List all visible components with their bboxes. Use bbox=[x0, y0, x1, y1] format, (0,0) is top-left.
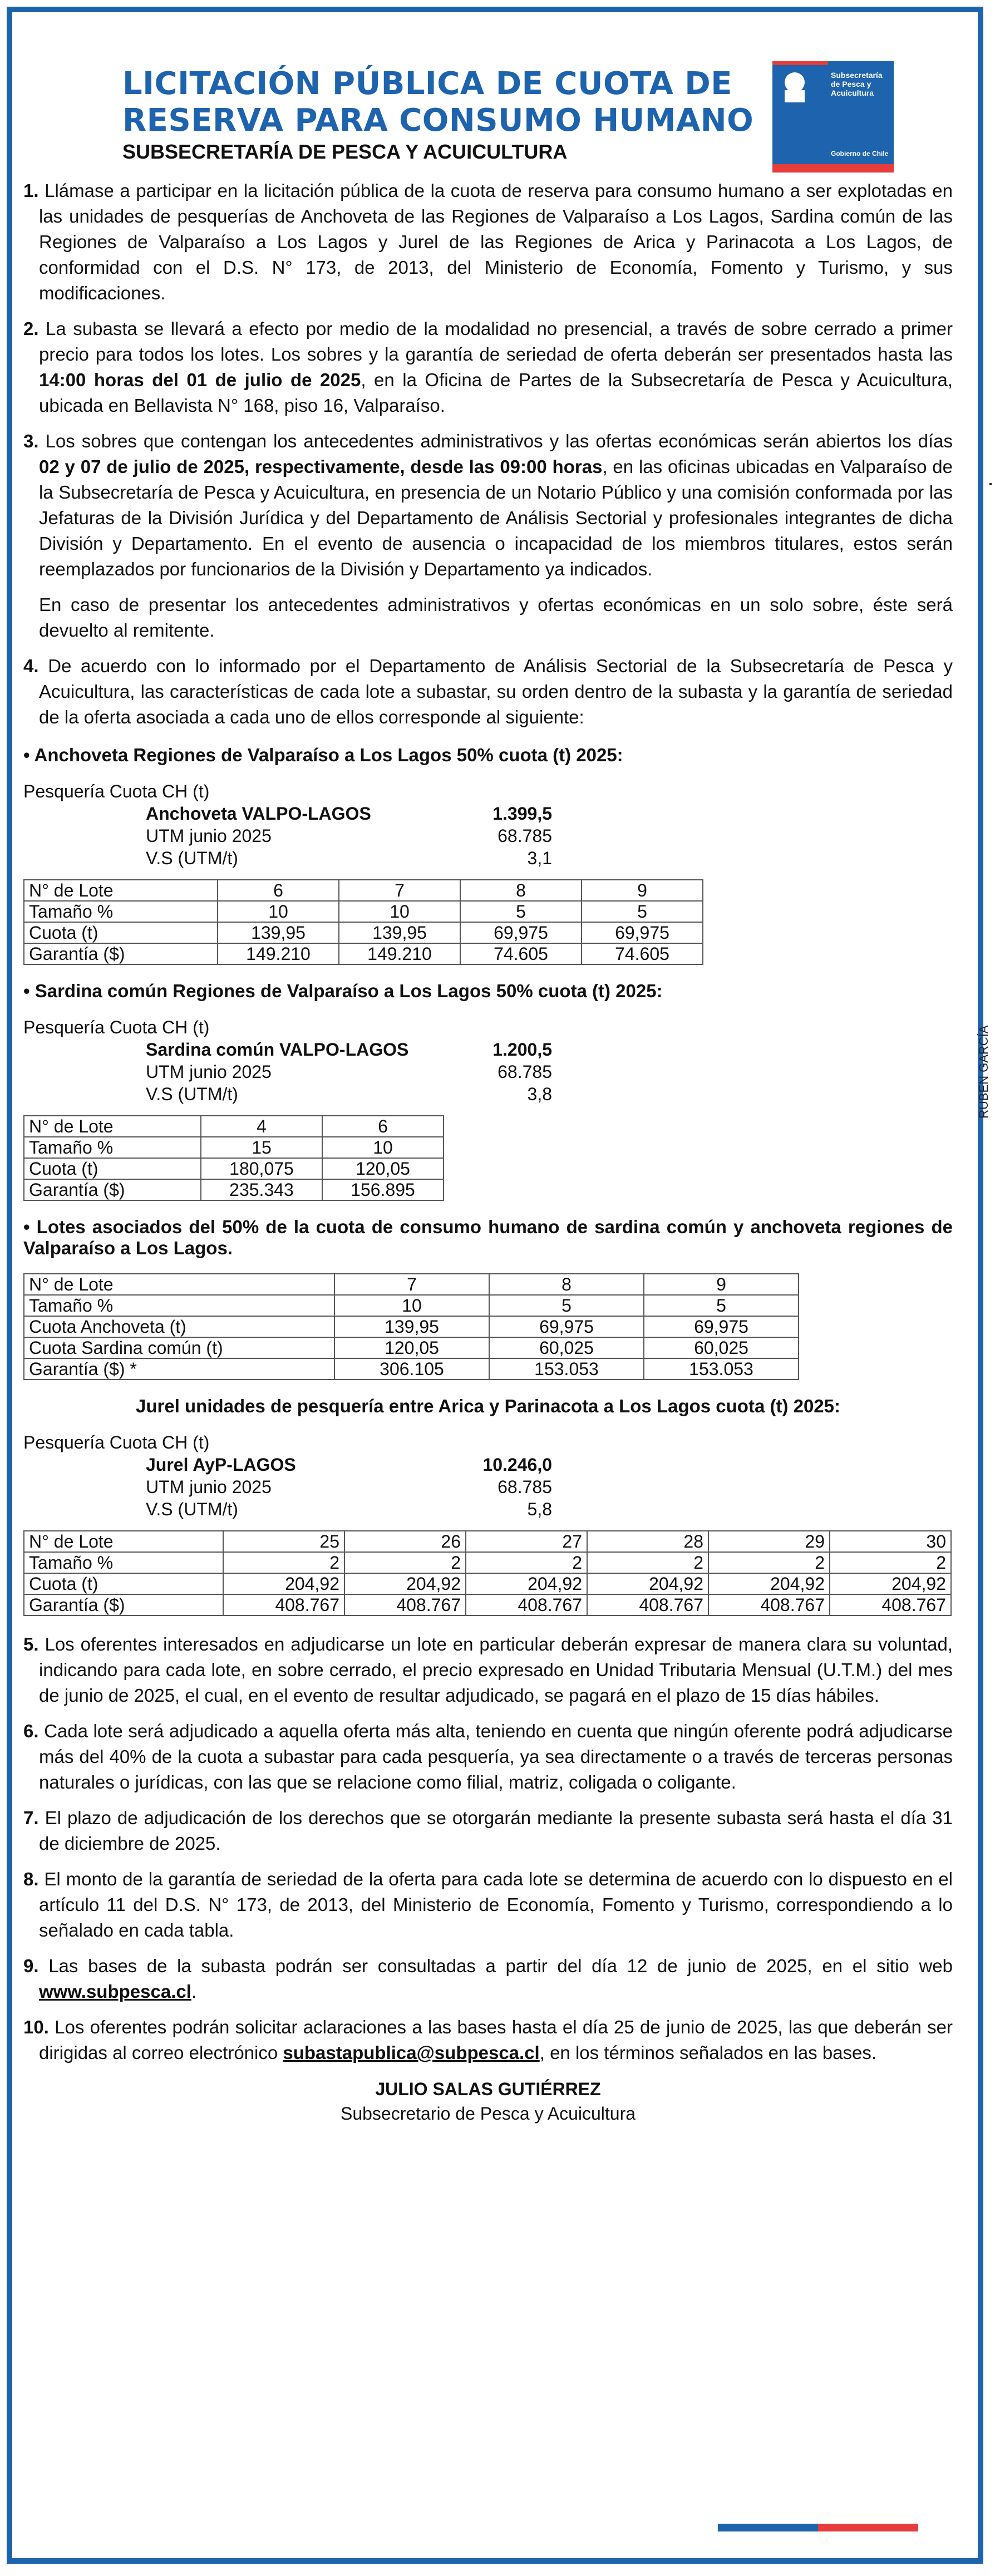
pq-label: Pesquería Cuota CH (t) bbox=[23, 781, 210, 801]
table-cell: 9 bbox=[644, 1274, 799, 1295]
table-cell: 8 bbox=[489, 1274, 644, 1295]
table-cell: 69,975 bbox=[582, 922, 703, 943]
table-row bbox=[24, 922, 703, 943]
table-cell: 25 bbox=[223, 1531, 344, 1552]
table-cell: 156.895 bbox=[322, 1179, 444, 1200]
table-row bbox=[24, 1594, 951, 1615]
table-cell: 10 bbox=[218, 901, 339, 922]
table-cell: 408.767 bbox=[223, 1594, 344, 1615]
table-cell: 139,95 bbox=[339, 922, 460, 943]
email-link[interactable]: subastapublica@subpesca.cl bbox=[283, 2042, 540, 2063]
table-cell: 2 bbox=[223, 1552, 344, 1573]
side-credit: RUBEN GARCÍA bbox=[977, 1025, 991, 1119]
table-cell: 204,92 bbox=[587, 1573, 708, 1594]
table-row bbox=[24, 1531, 951, 1552]
table-row bbox=[24, 1573, 951, 1594]
table-cell: 149.210 bbox=[339, 943, 460, 964]
table-cell: 60,025 bbox=[489, 1337, 644, 1358]
subtitle: SUBSECRETARÍA DE PESCA Y ACUICULTURA bbox=[122, 140, 568, 163]
table-cell: 2 bbox=[466, 1552, 587, 1573]
logo-text-2: de Pesca y bbox=[831, 80, 871, 88]
table-cell: 10 bbox=[339, 901, 460, 922]
table-cell: 2 bbox=[587, 1552, 708, 1573]
notice-content bbox=[23, 22, 953, 2126]
table-cell: 408.767 bbox=[344, 1594, 466, 1615]
utm-value: 68.785 bbox=[497, 826, 552, 846]
row-label: Garantía ($) bbox=[24, 943, 218, 964]
logo-text-3: Acuicultura bbox=[831, 88, 874, 97]
row-label: Tamaño % bbox=[24, 901, 218, 922]
table-cell: 5 bbox=[460, 901, 582, 922]
table-cell: 408.767 bbox=[466, 1594, 587, 1615]
table-cell: 204,92 bbox=[223, 1573, 344, 1594]
row-label: Tamaño % bbox=[24, 1137, 201, 1158]
row-label: N° de Lote bbox=[24, 1274, 334, 1295]
pq-name: Sardina común VALPO-LAGOS bbox=[146, 1040, 409, 1060]
pq-label: Pesquería Cuota CH (t) bbox=[23, 1017, 210, 1037]
table-row bbox=[24, 1158, 444, 1179]
table-cell: 120,05 bbox=[322, 1158, 444, 1179]
paragraph-8: 8. El monto de la garantía de seriedad de la oferta para cada lote se determina de acuerdo con lo dispuesto en el artículo 11 del D.S. N° 173, de 2013, del Ministerio de Economía, Fomento y Turismo, correspondiendo a lo señalado en cada tabla. bbox=[23, 1869, 953, 1940]
pq-name: Anchoveta VALPO-LAGOS bbox=[146, 804, 371, 824]
table-cell: 235.343 bbox=[201, 1179, 322, 1200]
vs-value: 3,1 bbox=[527, 848, 552, 868]
margin-mark bbox=[989, 483, 992, 485]
utm-value: 68.785 bbox=[497, 1477, 552, 1497]
table-row bbox=[24, 880, 703, 901]
table-cell: 74.605 bbox=[460, 943, 582, 964]
vs-label: V.S (UTM/t) bbox=[146, 1084, 238, 1104]
table-cell: 2 bbox=[344, 1552, 466, 1573]
paragraph-2: 2. La subasta se llevará a efecto por medio de la modalidad no presencial, a través de sobre cerrado a primer precio para todos los lotes. Los sobres y la garantía de seriedad de oferta deberán ser presentados hasta las 14:00 horas del 01 de julio de 2025, en la Oficina de Partes de la Subsecretaría de Pesca y Acuicultura, ubicada en Bellavista N° 168, piso 16, Valparaíso. bbox=[23, 318, 953, 416]
table-cell: 120,05 bbox=[334, 1337, 489, 1358]
table-cell: 408.767 bbox=[830, 1594, 951, 1615]
subpesca-logo bbox=[772, 61, 894, 173]
paragraph-9: 9. Las bases de la subasta podrán ser consultadas a partir del día 12 de junio de 2025, en el sitio web www.subpesca.cl. bbox=[23, 1956, 953, 2002]
table-cell: 30 bbox=[830, 1531, 951, 1552]
footer-bars bbox=[718, 2524, 918, 2531]
website-link[interactable]: www.subpesca.cl bbox=[39, 1981, 191, 2002]
pq-quota: 1.200,5 bbox=[492, 1040, 552, 1060]
table-cell: 69,975 bbox=[489, 1316, 644, 1337]
sardina-table bbox=[23, 1115, 444, 1201]
table-row bbox=[24, 1137, 444, 1158]
table-cell: 7 bbox=[334, 1274, 489, 1295]
table-cell: 8 bbox=[460, 880, 582, 901]
signer-role: Subsecretario de Pesca y Acuicultura bbox=[340, 2104, 636, 2124]
table-row bbox=[24, 1274, 799, 1295]
row-label: Cuota (t) bbox=[24, 1573, 223, 1594]
title-line-1: LICITACIÓN PÚBLICA DE CUOTA DE bbox=[122, 66, 733, 102]
table-cell: 74.605 bbox=[582, 943, 703, 964]
paragraph-3: 3. Los sobres que contengan los antecedentes administrativos y las ofertas económicas serán abiertos los días 02 y 07 de julio de 2025, respectivamente, desde las 09:00 horas, en las oficinas ubicadas en Valparaíso de la Subsecretaría de Pesca y Acuicultura, en presencia de un Notario Público y una comisión conformada por las Jefaturas de la División Jurídica y del Departamento de Análisis Sectorial y profesionales integrantes de dicha División y Departamento. En el evento de ausencia o incapacidad de los miembros titulares, estos serán reemplazados por funcionarios de la División y Departamento ya indicados. bbox=[23, 431, 953, 579]
row-label: Garantía ($) * bbox=[24, 1358, 334, 1380]
table-row bbox=[24, 1295, 799, 1316]
table-cell: 15 bbox=[201, 1137, 322, 1158]
table-cell: 2 bbox=[830, 1552, 951, 1573]
table-cell: 2 bbox=[708, 1552, 830, 1573]
jurel-summary bbox=[23, 1431, 953, 1520]
table-cell: 153.053 bbox=[489, 1358, 644, 1380]
paragraph-3-extra: En caso de presentar los antecedentes administrativos y ofertas económicas en un solo sobre, éste será devuelto al remitente. bbox=[39, 594, 953, 641]
sardina-summary bbox=[23, 1016, 953, 1105]
jurel-heading: Jurel unidades de pesquería entre Arica y Parinacota a Los Lagos cuota (t) 2025: bbox=[135, 1396, 841, 1416]
table-cell: 7 bbox=[339, 880, 460, 901]
table-cell: 204,92 bbox=[708, 1573, 830, 1594]
table-row bbox=[24, 1116, 444, 1137]
row-label: N° de Lote bbox=[24, 1116, 201, 1137]
header bbox=[23, 22, 953, 178]
table-row bbox=[24, 1552, 951, 1573]
row-label: Cuota Anchoveta (t) bbox=[24, 1316, 334, 1337]
table-cell: 10 bbox=[322, 1137, 444, 1158]
table-cell: 26 bbox=[344, 1531, 466, 1552]
vs-label: V.S (UTM/t) bbox=[146, 848, 238, 868]
row-label: Garantía ($) bbox=[24, 1179, 201, 1200]
table-cell: 139,95 bbox=[334, 1316, 489, 1337]
asociados-table bbox=[23, 1273, 799, 1380]
table-row bbox=[24, 1179, 444, 1200]
vs-value: 3,8 bbox=[527, 1084, 552, 1104]
pq-label: Pesquería Cuota CH (t) bbox=[23, 1432, 210, 1452]
jurel-table bbox=[23, 1530, 952, 1616]
row-label: N° de Lote bbox=[24, 880, 218, 901]
table-row bbox=[24, 943, 703, 964]
paragraph-10: 10. Los oferentes podrán solicitar aclaraciones a las bases hasta el día 25 de junio de 2025, las que deberán ser dirigidas al correo electrónico subastapublica@subpesca.cl, en los términos señalados en las bases. bbox=[23, 2017, 953, 2063]
row-label: Cuota Sardina común (t) bbox=[24, 1337, 334, 1358]
table-cell: 204,92 bbox=[830, 1573, 951, 1594]
utm-value: 68.785 bbox=[497, 1062, 552, 1082]
pq-name: Jurel AyP-LAGOS bbox=[146, 1455, 296, 1475]
table-cell: 408.767 bbox=[708, 1594, 830, 1615]
table-cell: 69,975 bbox=[460, 922, 582, 943]
row-label: Tamaño % bbox=[24, 1295, 334, 1316]
table-cell: 60,025 bbox=[644, 1337, 799, 1358]
vs-value: 5,8 bbox=[527, 1499, 552, 1519]
sardina-heading: • Sardina común Regiones de Valparaíso a Los Lagos 50% cuota (t) 2025: bbox=[23, 981, 663, 1001]
table-cell: 204,92 bbox=[344, 1573, 466, 1594]
row-label: Tamaño % bbox=[24, 1552, 223, 1573]
row-label: N° de Lote bbox=[24, 1531, 223, 1552]
paragraph-7: 7. El plazo de adjudicación de los derechos que se otorgarán mediante la presente subasta será hasta el día 31 de diciembre de 2025. bbox=[23, 1807, 953, 1854]
table-cell: 29 bbox=[708, 1531, 830, 1552]
paragraph-4: 4. De acuerdo con lo informado por el Departamento de Análisis Sectorial de la Subsecretaría de Pesca y Acuicultura, las características de cada lote a subastar, su orden dentro de la subasta y la garantía de seriedad de la oferta asociada a cada uno de ellos corresponde al siguiente: bbox=[23, 656, 953, 727]
row-label: Cuota (t) bbox=[24, 922, 218, 943]
table-cell: 28 bbox=[587, 1531, 708, 1552]
utm-label: UTM junio 2025 bbox=[146, 1062, 272, 1082]
table-cell: 9 bbox=[582, 880, 703, 901]
vs-label: V.S (UTM/t) bbox=[146, 1499, 238, 1519]
footer-bar-red bbox=[818, 2524, 918, 2531]
table-cell: 5 bbox=[644, 1295, 799, 1316]
signature-block bbox=[23, 2077, 953, 2126]
table-row bbox=[24, 901, 703, 922]
table-row bbox=[24, 1337, 799, 1358]
signer-name: JULIO SALAS GUTIÉRREZ bbox=[375, 2079, 601, 2099]
table-cell: 180,075 bbox=[201, 1158, 322, 1179]
table-cell: 6 bbox=[218, 880, 339, 901]
title-line-2: RESERVA PARA CONSUMO HUMANO bbox=[122, 102, 754, 139]
table-cell: 5 bbox=[582, 901, 703, 922]
table-cell: 4 bbox=[201, 1116, 322, 1137]
table-cell: 204,92 bbox=[466, 1573, 587, 1594]
utm-label: UTM junio 2025 bbox=[146, 826, 272, 846]
utm-label: UTM junio 2025 bbox=[146, 1477, 272, 1497]
table-cell: 306.105 bbox=[334, 1358, 489, 1380]
table-cell: 6 bbox=[322, 1116, 444, 1137]
footer-bar-blue bbox=[718, 2524, 818, 2531]
anchoveta-summary bbox=[23, 780, 953, 869]
row-label: Cuota (t) bbox=[24, 1158, 201, 1179]
table-cell: 153.053 bbox=[644, 1358, 799, 1380]
paragraph-6: 6. Cada lote será adjudicado a aquella oferta más alta, teniendo en cuenta que ningún oferente podrá adjudicarse más del 40% de la cuota a subastar para cada pesquería, ya sea directamente o a través de terceras personas naturales o jurídicas, con las que se relacione como filial, matriz, coligada o coligante. bbox=[23, 1721, 953, 1792]
table-cell: 5 bbox=[489, 1295, 644, 1316]
table-cell: 139,95 bbox=[218, 922, 339, 943]
row-label: Garantía ($) bbox=[24, 1594, 223, 1615]
paragraph-1: 1. Llámase a participar en la licitación pública de la cuota de reserva para consumo humano a ser explotadas en las unidades de pesquerías de Anchoveta de las Regiones de Valparaíso a Los Lagos, Sardina común de las Regiones de Valparaíso a Los Lagos y Jurel de las Regiones de Arica y Parinacota a Los Lagos, de conformidad con el D.S. N° 173, de 2013, del Ministerio de Economía, Fomento y Turismo, y sus modificaciones. bbox=[23, 180, 953, 303]
paragraph-5: 5. Los oferentes interesados en adjudicarse un lote en particular deberán expresar de manera clara su voluntad, indicando para cada lote, en sobre cerrado, el precio expresado en Unidad Tributaria Mensual (U.T.M.) del mes de junio de 2025, el cual, en el evento de resultar adjudicado, se pagará en el plazo de 15 días hábiles. bbox=[23, 1634, 953, 1706]
table-row bbox=[24, 1358, 799, 1380]
table-cell: 408.767 bbox=[587, 1594, 708, 1615]
pq-quota: 10.246,0 bbox=[482, 1455, 552, 1475]
anchoveta-heading: • Anchoveta Regiones de Valparaíso a Los Lagos 50% cuota (t) 2025: bbox=[23, 745, 623, 765]
logo-text-1: Subsecretaría bbox=[831, 71, 883, 80]
asociados-heading: • Lotes asociados del 50% de la cuota de consumo humano de sardina común y anchoveta regiones de Valparaíso a Los Lagos. bbox=[23, 1216, 953, 1258]
table-row bbox=[24, 1316, 799, 1337]
anchoveta-table bbox=[23, 879, 703, 965]
table-cell: 10 bbox=[334, 1295, 489, 1316]
table-cell: 69,975 bbox=[644, 1316, 799, 1337]
table-cell: 27 bbox=[466, 1531, 587, 1552]
logo-text-bottom: Gobierno de Chile bbox=[831, 150, 889, 157]
pq-quota: 1.399,5 bbox=[492, 804, 552, 824]
table-cell: 149.210 bbox=[218, 943, 339, 964]
